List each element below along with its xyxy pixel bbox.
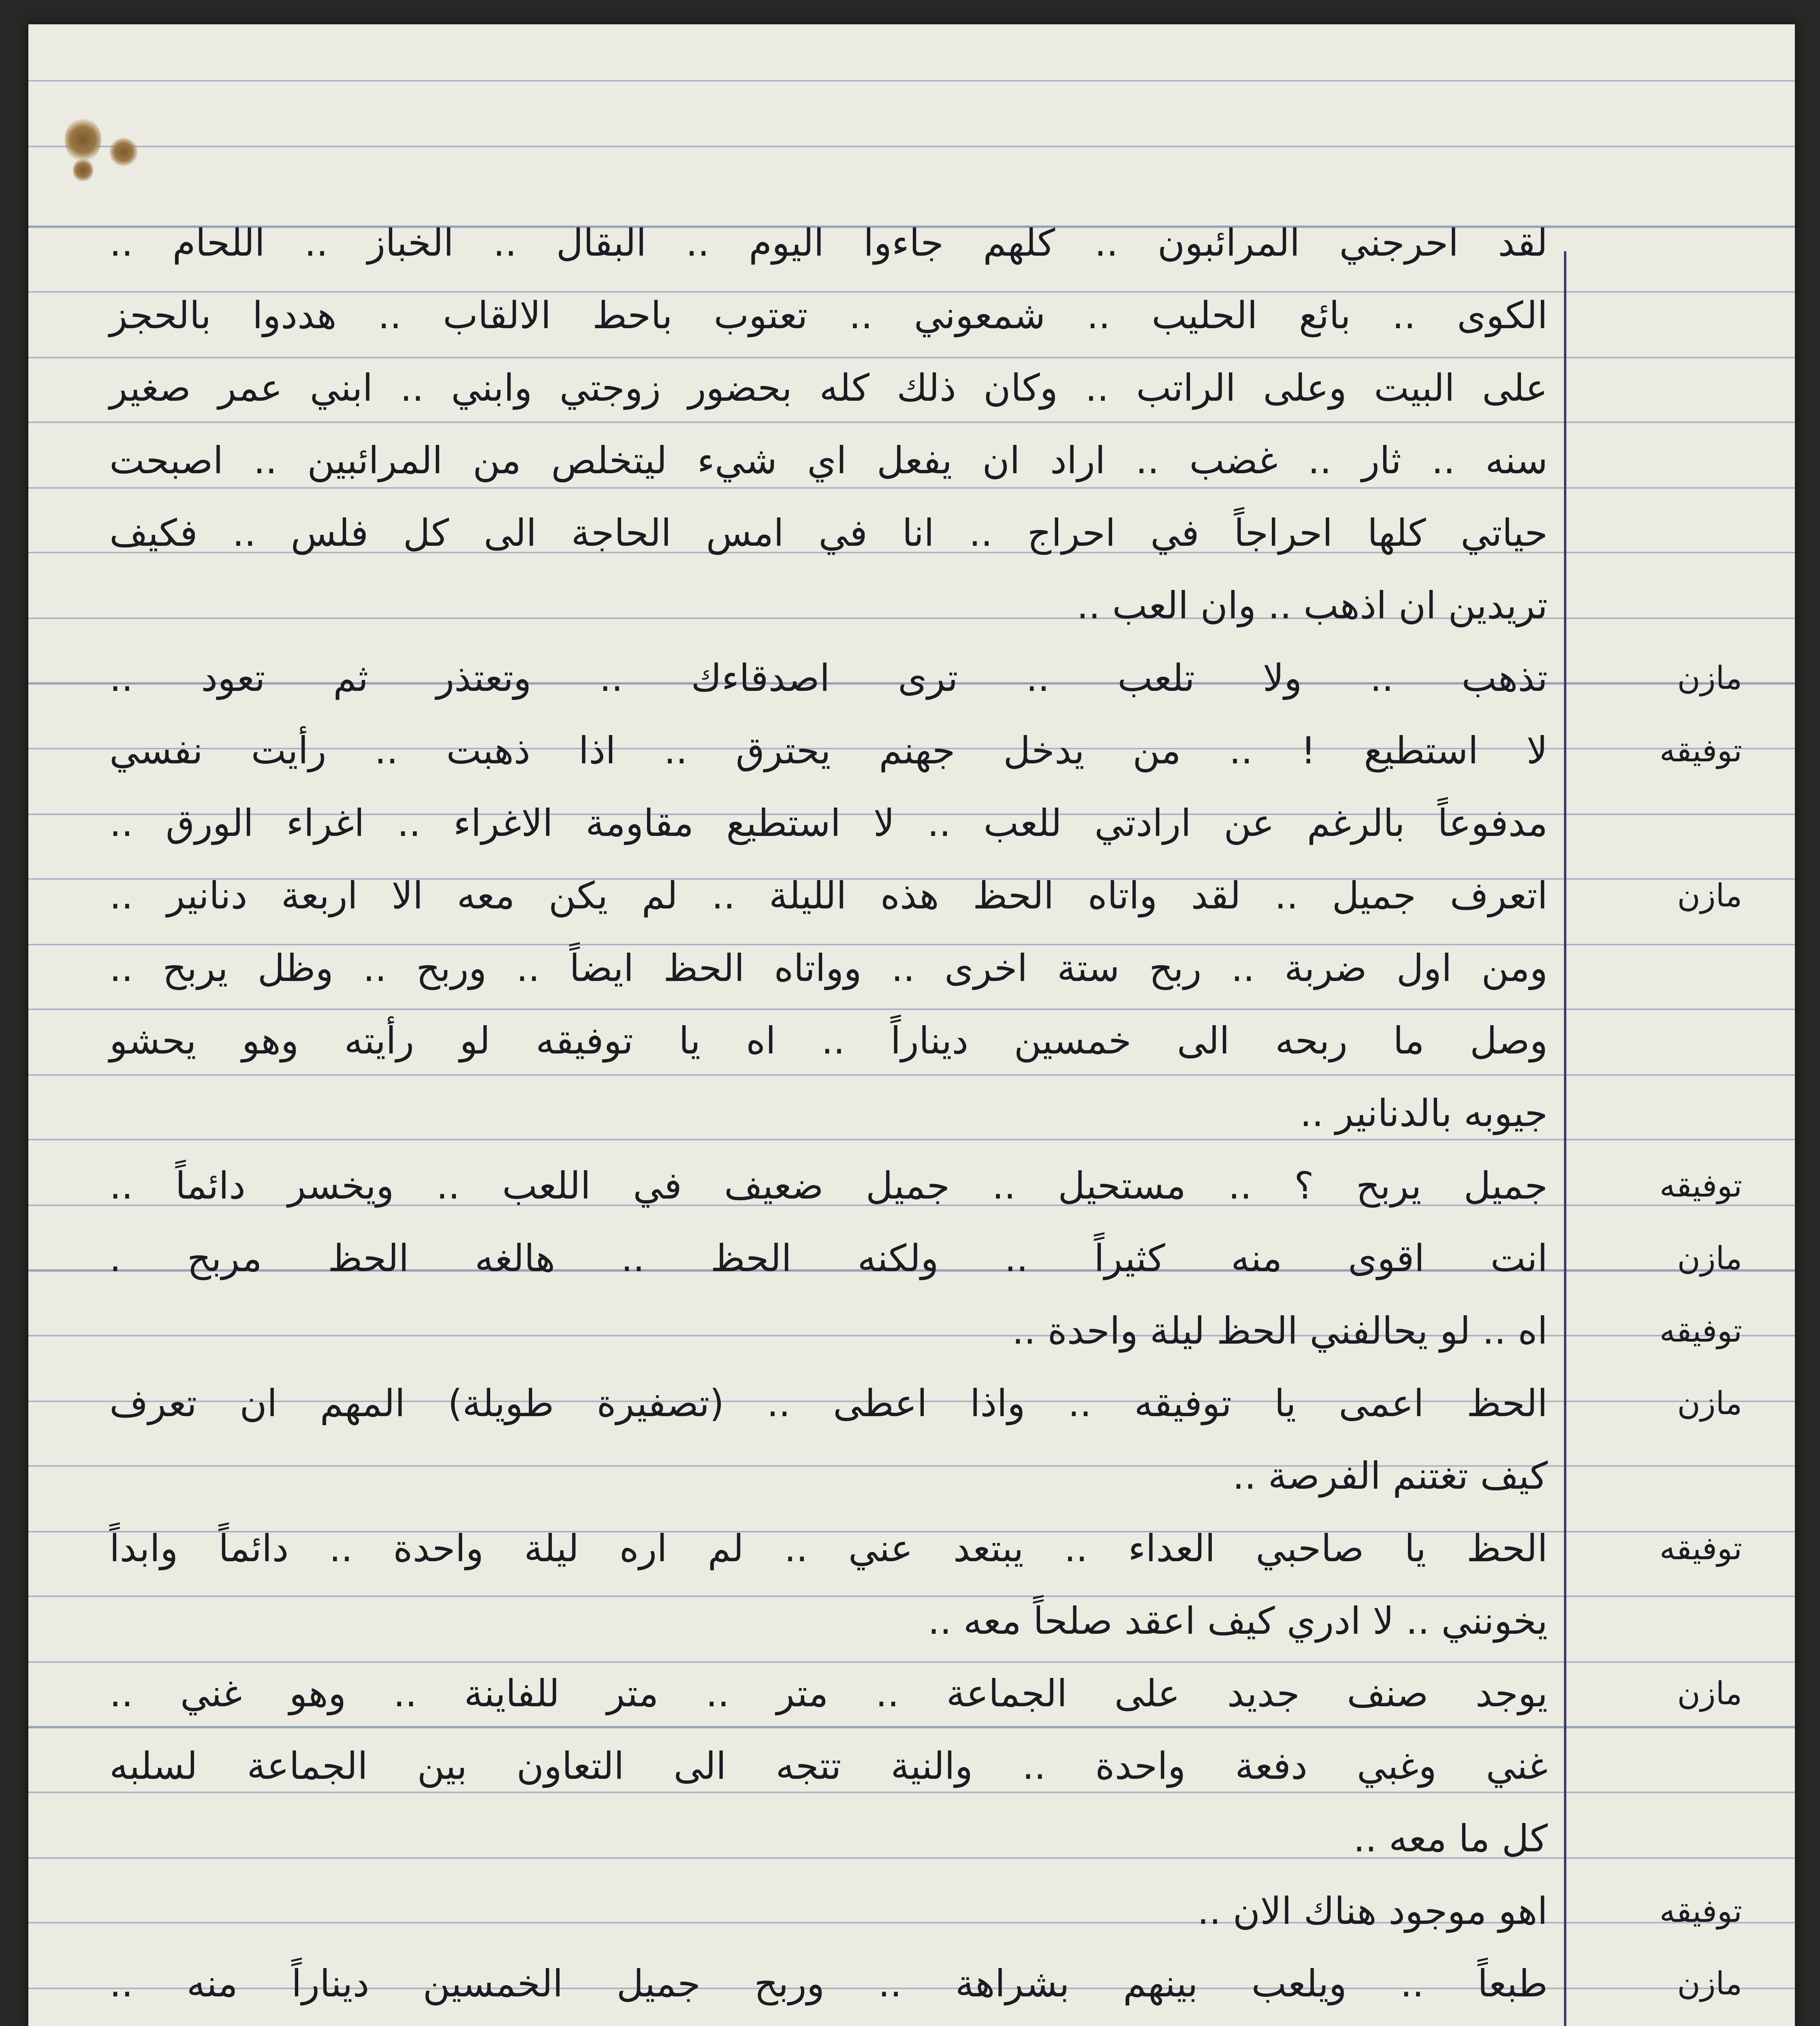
speaker-name: توفيقه bbox=[1659, 1313, 1742, 1349]
text-line: جميل يربح ؟ .. مستحيل .. جميل ضعيف في اللعب .. ويخسر دائماً .. bbox=[109, 1164, 1548, 1207]
speaker-name: توفيقه bbox=[1659, 1168, 1742, 1204]
text-line: الحظ يا صاحبي العداء .. يبتعد عني .. لم اره ليلة واحدة .. دائماً وابداً bbox=[109, 1527, 1548, 1570]
speaker-name: مازن bbox=[1677, 1240, 1742, 1277]
text-line: ومن اول ضربة .. ربح ستة اخرى .. وواتاه الحظ ايضاً .. وربح .. وظل يربح .. bbox=[109, 947, 1548, 990]
text-line: الكوى .. بائع الحليب .. شمعوني .. تعتوب باحط الالقاب .. هددوا بالحجز bbox=[109, 294, 1548, 337]
text-line: تريدين ان اذهب .. وان العب .. bbox=[1077, 584, 1548, 627]
text-line: غني وغبي دفعة واحدة .. والنية تتجه الى التعاون بين الجماعة لسلبه bbox=[109, 1744, 1548, 1788]
ink-stain bbox=[65, 118, 101, 162]
text-line: طبعاً .. ويلعب بينهم بشراهة .. وربح جميل الخمسين ديناراً منه .. bbox=[109, 1962, 1548, 2005]
text-line: كيف تغتنم الفرصة .. bbox=[1232, 1454, 1548, 1498]
margin-rule bbox=[1564, 251, 1566, 2026]
text-line: كل ما معه .. bbox=[1353, 1817, 1548, 1860]
text-line: حياتي كلها احراجاً في احراج .. انا في امس الحاجة الى كل فلس .. فكيف bbox=[109, 511, 1548, 555]
text-line: لا استطيع ! .. من يدخل جهنم يحترق .. اذا ذهبت .. رأيت نفسي bbox=[109, 729, 1548, 772]
speaker-name: توفيقه bbox=[1659, 733, 1742, 769]
speaker-name: مازن bbox=[1677, 1385, 1742, 1422]
text-line: انت اقوى منه كثيراً .. ولكنه الحظ .. هالغه الحظ مربح . bbox=[109, 1237, 1548, 1280]
speaker-name: مازن bbox=[1677, 660, 1742, 697]
text-line: سنه .. ثار .. غضب .. اراد ان يفعل اي شيء ليتخلص من المرائبين .. اصبحت bbox=[109, 439, 1548, 482]
speaker-name: مازن bbox=[1677, 878, 1742, 914]
speaker-name: مازن bbox=[1677, 1966, 1742, 2002]
text-line: يخونني .. لا ادري كيف اعقد صلحاً معه .. bbox=[928, 1599, 1548, 1643]
text-line: اه .. لو يحالفني الحظ ليلة واحدة .. bbox=[1012, 1309, 1548, 1353]
text-line: لقد احرجني المرائبون .. كلهم جاءوا اليوم .. البقال .. الخباز .. اللحام .. bbox=[109, 221, 1548, 265]
ink-stain bbox=[73, 158, 93, 182]
text-line: اتعرف جميل .. لقد واتاه الحظ هذه الليلة .. لم يكن معه الا اربعة دنانير .. bbox=[109, 874, 1548, 917]
speaker-name: توفيقه bbox=[1659, 1893, 1742, 1930]
text-line: مدفوعاً بالرغم عن ارادتي للعب .. لا استطيع مقاومة الاغراء .. اغراء الورق .. bbox=[109, 801, 1548, 845]
text-line: على البيت وعلى الراتب .. وكان ذلك كله بحضور زوجتي وابني .. ابني عمر صغير bbox=[109, 366, 1548, 410]
text-line: تذهب .. ولا تلعب .. ترى اصدقاءك .. وتعتذر ثم تعود .. bbox=[109, 656, 1548, 700]
speaker-name: توفيقه bbox=[1659, 1530, 1742, 1567]
text-line: اهو موجود هناك الان .. bbox=[1197, 1889, 1548, 1933]
speaker-name: مازن bbox=[1677, 1676, 1742, 1712]
manuscript-page bbox=[28, 24, 1795, 2026]
text-line: وصل ما ربحه الى خمسين ديناراً .. اه يا توفيقه لو رأيته وهو يحشو bbox=[109, 1019, 1548, 1062]
ink-stain bbox=[109, 138, 138, 166]
text-line: الحظ اعمى يا توفيقه .. واذا اعطى .. (تصفيرة طويلة) المهم ان تعرف bbox=[109, 1382, 1548, 1425]
text-line: يوجد صنف جديد على الجماعة .. متر .. متر للفاينة .. وهو غني .. bbox=[109, 1672, 1548, 1715]
text-line: جيوبه بالدنانير .. bbox=[1300, 1092, 1548, 1135]
